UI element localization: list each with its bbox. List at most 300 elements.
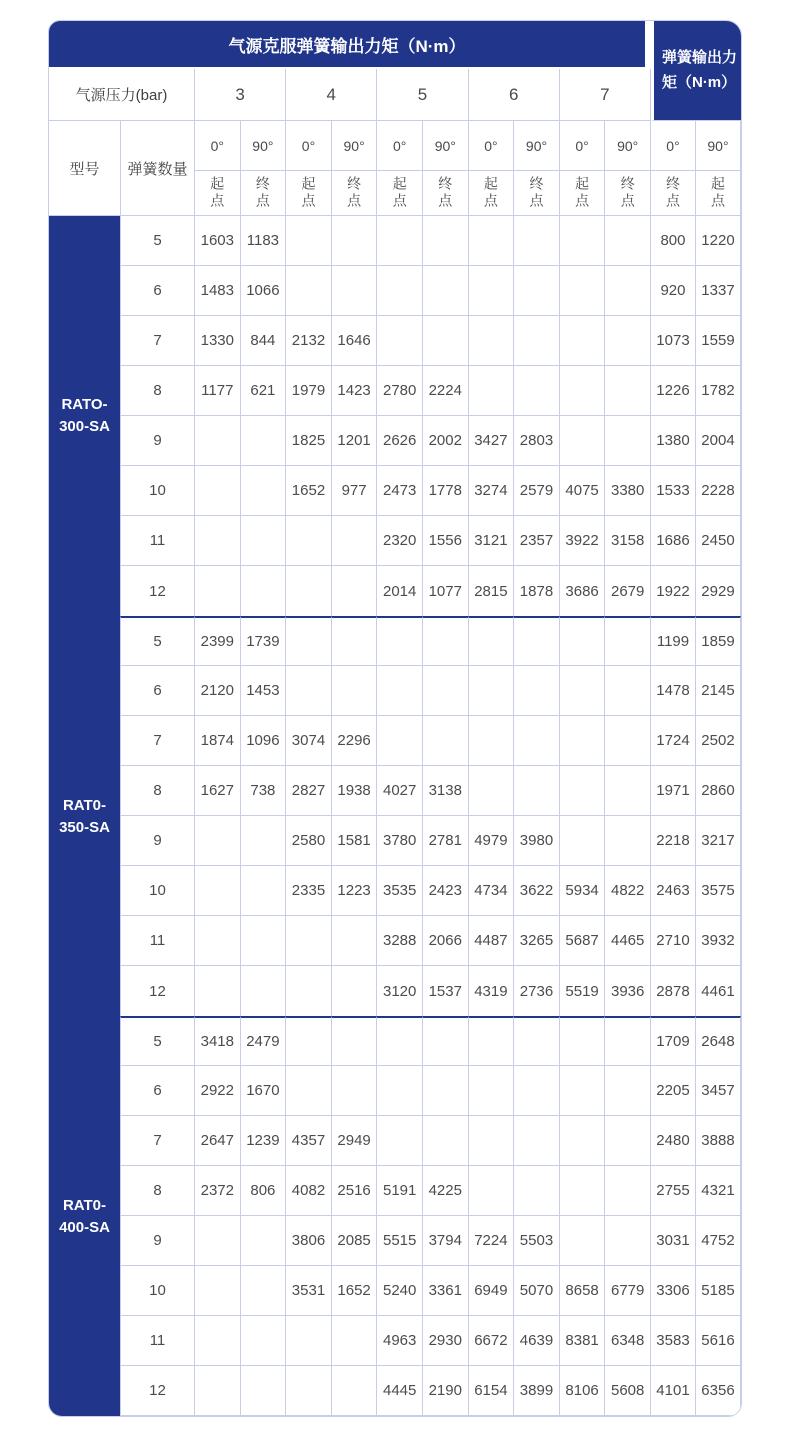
value-cell [241, 866, 287, 916]
value-cell [377, 1066, 423, 1116]
value-cell [377, 1116, 423, 1166]
value-cell [195, 1266, 241, 1316]
value-cell [514, 266, 560, 316]
value-cell: 6154 [469, 1366, 515, 1416]
value-cell [286, 516, 332, 566]
model-header: 型号 [49, 121, 121, 216]
value-cell: 1670 [241, 1066, 287, 1116]
value-cell: 2949 [332, 1116, 378, 1166]
value-cell [469, 616, 515, 666]
value-cell: 1337 [696, 266, 741, 316]
value-cell: 2626 [377, 416, 423, 466]
spring-count-cell: 12 [121, 1366, 195, 1416]
value-cell [469, 216, 515, 266]
value-cell [195, 416, 241, 466]
value-cell: 6348 [605, 1316, 651, 1366]
value-cell [469, 766, 515, 816]
value-cell: 3158 [605, 516, 651, 566]
model-cell: RAT0-400-SA [49, 1016, 121, 1416]
value-cell: 1556 [423, 516, 469, 566]
value-cell: 5616 [696, 1316, 741, 1366]
value-cell: 3138 [423, 766, 469, 816]
value-cell: 2860 [696, 766, 741, 816]
value-cell: 1220 [696, 216, 741, 266]
spring-count-cell: 6 [121, 266, 195, 316]
point-header: 终点 [332, 171, 378, 216]
value-cell [514, 216, 560, 266]
value-cell: 2647 [195, 1116, 241, 1166]
value-cell: 1938 [332, 766, 378, 816]
value-cell: 1825 [286, 416, 332, 466]
value-cell: 4979 [469, 816, 515, 866]
value-cell: 5519 [560, 966, 606, 1016]
value-cell: 1709 [651, 1016, 696, 1066]
value-cell [423, 616, 469, 666]
value-cell: 1483 [195, 266, 241, 316]
value-cell [605, 666, 651, 716]
value-cell: 4639 [514, 1316, 560, 1366]
value-cell: 4225 [423, 1166, 469, 1216]
value-cell [332, 266, 378, 316]
value-cell: 1223 [332, 866, 378, 916]
spring-count-cell: 5 [121, 216, 195, 266]
spring-count-cell: 7 [121, 716, 195, 766]
value-cell: 2827 [286, 766, 332, 816]
value-cell [560, 616, 606, 666]
point-header: 起点 [696, 171, 741, 216]
value-cell: 3427 [469, 416, 515, 466]
value-cell [332, 216, 378, 266]
value-cell [469, 666, 515, 716]
model-cell: RAT0-350-SA [49, 616, 121, 1016]
degree-header: 90° [241, 121, 287, 171]
model-cell: RATO-300-SA [49, 216, 121, 616]
value-cell: 1533 [651, 466, 696, 516]
value-cell: 3888 [696, 1116, 741, 1166]
value-cell: 4465 [605, 916, 651, 966]
value-cell: 800 [651, 216, 696, 266]
value-cell: 3535 [377, 866, 423, 916]
value-cell: 4075 [560, 466, 606, 516]
value-cell: 1077 [423, 566, 469, 616]
value-cell: 2473 [377, 466, 423, 516]
value-cell: 2815 [469, 566, 515, 616]
value-cell [560, 316, 606, 366]
value-cell: 3922 [560, 516, 606, 566]
value-cell [605, 816, 651, 866]
value-cell: 2780 [377, 366, 423, 416]
value-cell [332, 666, 378, 716]
spring-count-cell: 10 [121, 466, 195, 516]
value-cell [605, 366, 651, 416]
value-cell: 5191 [377, 1166, 423, 1216]
value-cell [241, 516, 287, 566]
value-cell: 1226 [651, 366, 696, 416]
pressure-value: 3 [195, 69, 286, 121]
value-cell [469, 1166, 515, 1216]
degree-header: 0° [560, 121, 606, 171]
value-cell [286, 1366, 332, 1416]
value-cell: 1559 [696, 316, 741, 366]
value-cell: 3794 [423, 1216, 469, 1266]
pressure-label: 气源压力(bar) [49, 69, 195, 121]
value-cell: 2736 [514, 966, 560, 1016]
value-cell: 2450 [696, 516, 741, 566]
point-header: 起点 [195, 171, 241, 216]
value-cell [514, 716, 560, 766]
spring-count-cell: 9 [121, 816, 195, 866]
value-cell: 977 [332, 466, 378, 516]
value-cell: 2399 [195, 616, 241, 666]
value-cell: 8658 [560, 1266, 606, 1316]
point-header: 起点 [469, 171, 515, 216]
value-cell: 1199 [651, 616, 696, 666]
spring-count-cell: 12 [121, 566, 195, 616]
value-cell: 1239 [241, 1116, 287, 1166]
spring-count-cell: 6 [121, 666, 195, 716]
value-cell [286, 1066, 332, 1116]
pressure-value: 7 [560, 69, 651, 121]
value-cell: 1581 [332, 816, 378, 866]
value-cell: 2648 [696, 1016, 741, 1066]
value-cell [514, 666, 560, 716]
value-cell: 2755 [651, 1166, 696, 1216]
value-cell [514, 316, 560, 366]
value-cell [605, 1166, 651, 1216]
value-cell [605, 1066, 651, 1116]
value-cell: 2228 [696, 466, 741, 516]
value-cell: 2066 [423, 916, 469, 966]
value-cell: 3120 [377, 966, 423, 1016]
degree-header: 90° [514, 121, 560, 171]
spring-count-cell: 10 [121, 1266, 195, 1316]
value-cell: 1380 [651, 416, 696, 466]
value-cell [332, 566, 378, 616]
degree-header: 0° [469, 121, 515, 171]
value-cell: 4321 [696, 1166, 741, 1216]
value-cell [469, 366, 515, 416]
value-cell [195, 1366, 241, 1416]
value-cell: 2014 [377, 566, 423, 616]
spring-count-cell: 10 [121, 866, 195, 916]
degree-header: 0° [377, 121, 423, 171]
value-cell: 5515 [377, 1216, 423, 1266]
value-cell [286, 666, 332, 716]
value-cell: 2320 [377, 516, 423, 566]
value-cell: 7224 [469, 1216, 515, 1266]
value-cell: 1971 [651, 766, 696, 816]
value-cell [241, 966, 287, 1016]
value-cell: 4357 [286, 1116, 332, 1166]
value-cell [560, 1016, 606, 1066]
value-cell [195, 466, 241, 516]
value-cell [469, 1066, 515, 1116]
value-cell: 1782 [696, 366, 741, 416]
value-cell: 1979 [286, 366, 332, 416]
value-cell [514, 1116, 560, 1166]
value-cell [332, 1066, 378, 1116]
value-cell: 1201 [332, 416, 378, 466]
value-cell: 1603 [195, 216, 241, 266]
value-cell: 2296 [332, 716, 378, 766]
value-cell: 5185 [696, 1266, 741, 1316]
value-cell [605, 766, 651, 816]
value-cell: 1096 [241, 716, 287, 766]
value-cell: 2480 [651, 1116, 696, 1166]
value-cell [332, 916, 378, 966]
value-cell [195, 916, 241, 966]
value-cell [377, 316, 423, 366]
value-cell [195, 1316, 241, 1366]
value-cell: 3806 [286, 1216, 332, 1266]
value-cell: 1627 [195, 766, 241, 816]
spring-count-cell: 5 [121, 1016, 195, 1066]
value-cell: 4487 [469, 916, 515, 966]
spring-output-torque-header: 弹簧输出力矩（N·m） [651, 21, 741, 121]
value-cell [423, 216, 469, 266]
value-cell: 3217 [696, 816, 741, 866]
value-cell: 5240 [377, 1266, 423, 1316]
value-cell: 3780 [377, 816, 423, 866]
value-cell [241, 566, 287, 616]
value-cell: 3380 [605, 466, 651, 516]
value-cell [514, 1166, 560, 1216]
value-cell [241, 916, 287, 966]
value-cell: 6949 [469, 1266, 515, 1316]
value-cell: 5687 [560, 916, 606, 966]
value-cell: 2120 [195, 666, 241, 716]
value-cell: 2463 [651, 866, 696, 916]
value-cell [332, 516, 378, 566]
value-cell: 4101 [651, 1366, 696, 1416]
value-cell: 2929 [696, 566, 741, 616]
value-cell: 2002 [423, 416, 469, 466]
value-cell [286, 966, 332, 1016]
value-cell: 2085 [332, 1216, 378, 1266]
value-cell: 3031 [651, 1216, 696, 1266]
value-cell [377, 716, 423, 766]
value-cell: 1177 [195, 366, 241, 416]
value-cell: 5608 [605, 1366, 651, 1416]
value-cell: 3583 [651, 1316, 696, 1366]
value-cell: 4734 [469, 866, 515, 916]
value-cell: 1652 [286, 466, 332, 516]
value-cell: 4822 [605, 866, 651, 916]
value-cell: 3531 [286, 1266, 332, 1316]
value-cell [241, 1216, 287, 1266]
value-cell: 3288 [377, 916, 423, 966]
value-cell [605, 316, 651, 366]
value-cell: 2357 [514, 516, 560, 566]
value-cell [332, 1016, 378, 1066]
value-cell: 3936 [605, 966, 651, 1016]
value-cell [195, 866, 241, 916]
point-header: 终点 [514, 171, 560, 216]
spring-count-cell: 8 [121, 1166, 195, 1216]
value-cell: 3980 [514, 816, 560, 866]
value-cell: 6779 [605, 1266, 651, 1316]
value-cell [560, 216, 606, 266]
value-cell: 2004 [696, 416, 741, 466]
value-cell: 1778 [423, 466, 469, 516]
value-cell: 4461 [696, 966, 741, 1016]
value-cell [332, 966, 378, 1016]
value-cell [377, 216, 423, 266]
value-cell: 844 [241, 316, 287, 366]
point-header: 终点 [241, 171, 287, 216]
value-cell [560, 266, 606, 316]
value-cell [195, 566, 241, 616]
spring-count-cell: 9 [121, 1216, 195, 1266]
springs-header: 弹簧数量 [121, 121, 195, 216]
value-cell: 8106 [560, 1366, 606, 1416]
value-cell [605, 1216, 651, 1266]
value-cell: 621 [241, 366, 287, 416]
value-cell [605, 266, 651, 316]
value-cell: 3622 [514, 866, 560, 916]
value-cell: 3074 [286, 716, 332, 766]
value-cell: 1922 [651, 566, 696, 616]
value-cell [560, 1116, 606, 1166]
value-cell [560, 716, 606, 766]
value-cell: 2224 [423, 366, 469, 416]
value-cell [514, 366, 560, 416]
value-cell: 1330 [195, 316, 241, 366]
value-cell: 4752 [696, 1216, 741, 1266]
value-cell: 2423 [423, 866, 469, 916]
value-cell: 1874 [195, 716, 241, 766]
value-cell: 1066 [241, 266, 287, 316]
value-cell [514, 1016, 560, 1066]
value-cell: 1537 [423, 966, 469, 1016]
value-cell [605, 616, 651, 666]
value-cell: 806 [241, 1166, 287, 1216]
value-cell [560, 1066, 606, 1116]
value-cell [605, 1116, 651, 1166]
value-cell [514, 616, 560, 666]
value-cell [469, 1016, 515, 1066]
spring-count-cell: 6 [121, 1066, 195, 1116]
value-cell [332, 1366, 378, 1416]
value-cell: 3274 [469, 466, 515, 516]
value-cell: 2679 [605, 566, 651, 616]
value-cell [469, 316, 515, 366]
value-cell: 2710 [651, 916, 696, 966]
value-cell [560, 416, 606, 466]
value-cell [377, 666, 423, 716]
value-cell: 2190 [423, 1366, 469, 1416]
spring-count-cell: 7 [121, 316, 195, 366]
value-cell [286, 216, 332, 266]
value-cell: 2579 [514, 466, 560, 516]
value-cell: 1073 [651, 316, 696, 366]
value-cell [560, 816, 606, 866]
value-cell [560, 366, 606, 416]
value-cell [560, 666, 606, 716]
value-cell: 3899 [514, 1366, 560, 1416]
value-cell: 1724 [651, 716, 696, 766]
value-cell [605, 416, 651, 466]
value-cell [241, 1316, 287, 1366]
value-cell [286, 916, 332, 966]
value-cell: 3121 [469, 516, 515, 566]
value-cell: 3265 [514, 916, 560, 966]
spring-count-cell: 8 [121, 766, 195, 816]
value-cell: 3686 [560, 566, 606, 616]
spring-count-cell: 11 [121, 1316, 195, 1366]
value-cell [469, 266, 515, 316]
value-cell [423, 1066, 469, 1116]
value-cell: 2335 [286, 866, 332, 916]
value-cell: 8381 [560, 1316, 606, 1366]
value-cell: 2781 [423, 816, 469, 866]
degree-header: 90° [696, 121, 741, 171]
value-cell: 3932 [696, 916, 741, 966]
value-cell [423, 1116, 469, 1166]
value-cell: 3457 [696, 1066, 741, 1116]
degree-header: 0° [651, 121, 696, 171]
value-cell [286, 1016, 332, 1066]
value-cell: 1686 [651, 516, 696, 566]
spring-count-cell: 8 [121, 366, 195, 416]
degree-header: 90° [332, 121, 378, 171]
value-cell [195, 966, 241, 1016]
value-cell: 5503 [514, 1216, 560, 1266]
value-cell [605, 716, 651, 766]
value-cell: 3418 [195, 1016, 241, 1066]
value-cell: 6356 [696, 1366, 741, 1416]
value-cell: 3306 [651, 1266, 696, 1316]
pressure-value: 6 [469, 69, 560, 121]
value-cell: 2502 [696, 716, 741, 766]
value-cell [241, 416, 287, 466]
value-cell: 4963 [377, 1316, 423, 1366]
value-cell: 2132 [286, 316, 332, 366]
degree-header: 90° [423, 121, 469, 171]
spring-count-cell: 11 [121, 516, 195, 566]
spring-count-cell: 7 [121, 1116, 195, 1166]
value-cell [241, 1366, 287, 1416]
value-cell [195, 816, 241, 866]
spring-count-cell: 9 [121, 416, 195, 466]
value-cell [423, 316, 469, 366]
value-cell [286, 266, 332, 316]
value-cell: 2803 [514, 416, 560, 466]
value-cell: 1646 [332, 316, 378, 366]
pressure-value: 5 [377, 69, 468, 121]
value-cell [560, 1216, 606, 1266]
value-cell: 4082 [286, 1166, 332, 1216]
value-cell: 2922 [195, 1066, 241, 1116]
value-cell: 2878 [651, 966, 696, 1016]
degree-header: 0° [195, 121, 241, 171]
value-cell: 1739 [241, 616, 287, 666]
value-cell [241, 1266, 287, 1316]
point-header: 起点 [286, 171, 332, 216]
value-cell: 5070 [514, 1266, 560, 1316]
value-cell: 1423 [332, 366, 378, 416]
value-cell [377, 616, 423, 666]
value-cell [423, 266, 469, 316]
value-cell [469, 1116, 515, 1166]
value-cell [377, 266, 423, 316]
spring-count-cell: 11 [121, 916, 195, 966]
value-cell [560, 1166, 606, 1216]
value-cell: 5934 [560, 866, 606, 916]
value-cell: 2145 [696, 666, 741, 716]
value-cell: 1453 [241, 666, 287, 716]
point-header: 起点 [377, 171, 423, 216]
